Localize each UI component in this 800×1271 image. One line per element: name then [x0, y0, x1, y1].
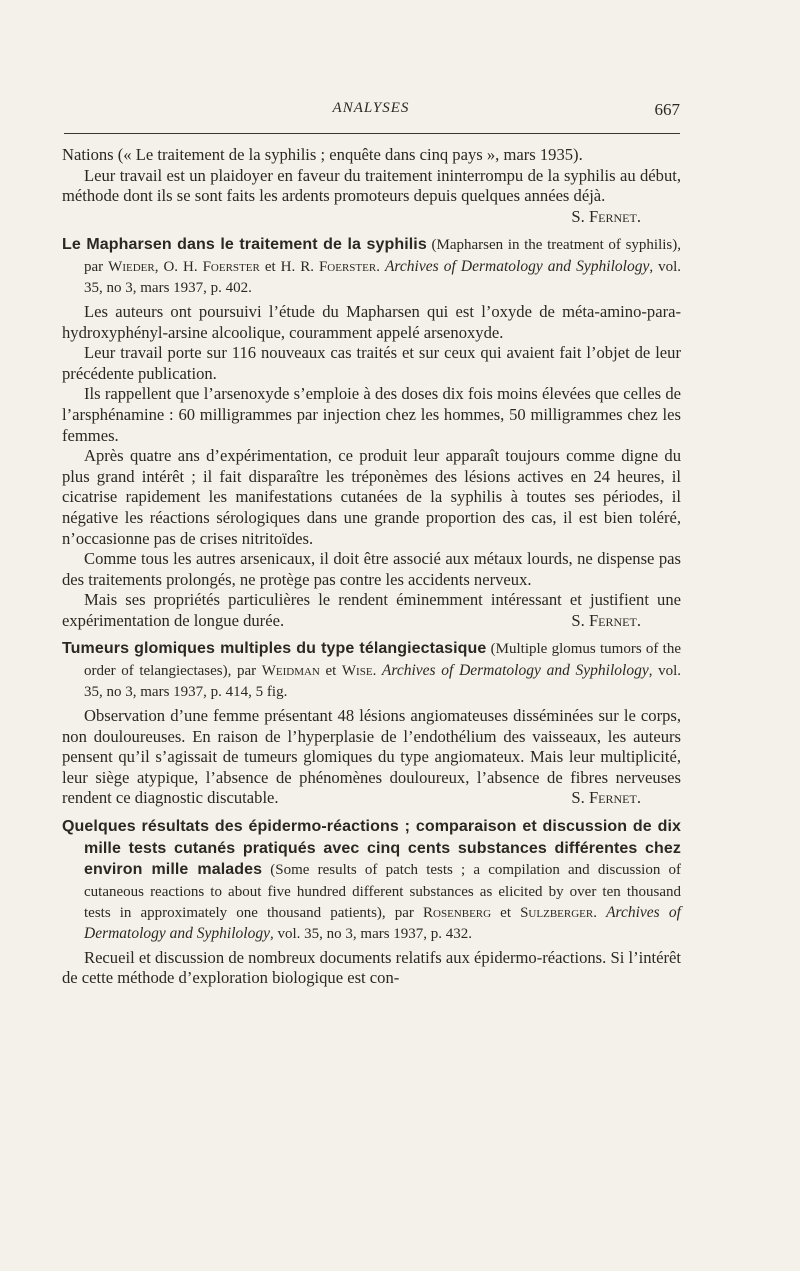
page-number: 667: [654, 100, 680, 119]
running-title: ANALYSES: [332, 100, 410, 116]
entry-paragraph: Après quatre ans d’expérimentation, ce produit leur apparaît toujours comme digne du plus grand intérêt ; il fait disparaître les tréponèmes des lésions actives en 24 heures, il cicatrise rapidement les manifestations cutanées de la syphilis à toutes ses périodes, il négative les réactions sérologiques dans une grande proportion des cas, il est bien toléré, n’occasionne pas de crises nitritoïdes.: [62, 446, 681, 548]
journal-name: Archives of Dermatology and Syphilology: [84, 903, 681, 942]
entry-title: Tumeurs glomiques multiples du type télangiectasique: [62, 640, 487, 658]
header-rule: [64, 133, 680, 134]
entry-heading: [62, 638, 681, 702]
continuation-paragraph: Nations (« Le traitement de la syphilis ; enquête dans cinq pays », mars 1935).: [62, 145, 583, 164]
abstract-entry-glomus: [62, 638, 681, 809]
entry-heading: [62, 234, 681, 298]
entry-paragraph: Les auteurs ont poursuivi l’étude du Mapharsen qui est l’oxyde de méta-amino-para-hydroxyphényl-arsine alcoolique, couramment appelé arsenoxyde.: [62, 301, 681, 342]
entry-reference: (Multiple glomus tumors of the order of telangiectases), par Weidman et Wise. Archives of Dermatology and Syphilology, vol. 35, no 3, mars 1937, p. 414, 5 fig.: [84, 641, 682, 701]
entry-title: Le Mapharsen dans le traitement de la syphilis: [62, 236, 427, 254]
signature: S. Fernet.: [571, 206, 641, 226]
entry-title: Quelques résultats des épidermo-réactions ; comparaison et discussion de dix mille tests cutanés pratiqués avec cinq cents substances différentes chez environ mille malades: [62, 818, 681, 879]
entry-paragraph: Leur travail porte sur 116 nouveaux cas traités et sur ceux qui avaient fait l’objet de leur précédente publication.: [62, 343, 681, 383]
entry-paragraph: Mais ses propriétés particulières le rendent éminemment intéressant et justifient une expérimentation de longue durée. S. Fernet.: [62, 590, 681, 630]
entry-heading: [62, 816, 681, 944]
entry-paragraph: Comme tous les autres arsenicaux, il doit être associé aux métaux lourds, ne dispense pas des traitements prolongés, ne protège pas contre les accidents nerveux.: [62, 549, 681, 589]
entry-paragraph: Recueil et discussion de nombreux documents relatifs aux épidermo-réactions. Si l’intérêt de cette méthode d’exploration biologique est con-: [62, 947, 681, 988]
page-body: [62, 145, 681, 989]
running-header: [62, 100, 680, 124]
entry-reference: (Some results of patch tests ; a compilation and discussion of cutaneous reactions to about five hundred different substances as elicited by over ten thousand tests in approximately one thousand patients), par Rosenberg et Sulzberger. Archives of Dermatology and Syphilology, vol. 35, no 3, mars 1937, p. 432.: [84, 862, 682, 942]
entry-paragraph: Ils rappellent que l’arsenoxyde s’emploie à des doses dix fois moins élevées que celles de l’arsphénamine : 60 milligrammes par injection chez les hommes, 50 milligrammes chez les femmes.: [62, 384, 681, 445]
journal-name: Archives of Dermatology and Syphilology: [384, 257, 650, 275]
abstract-entry-patch-tests: [62, 816, 681, 989]
signature: S. Fernet.: [571, 610, 641, 630]
continuation-paragraph-2: Leur travail est un plaidoyer en faveur du traitement ininterrompu de la syphilis au début, méthode dont ils se sont faits les ardents promoteurs depuis quelques années déjà. S. Fernet.: [62, 165, 681, 226]
signature: S. Fernet.: [571, 788, 641, 808]
abstract-entry-mapharsen: [62, 234, 681, 631]
journal-name: Archives of Dermatology and Syphilology: [381, 662, 649, 680]
entry-reference: (Mapharsen in the treatment of syphilis), par Wieder, O. H. Foerster et H. R. Foerster. Archives of Dermatology and Syphilology, vol. 35, no 3, mars 1937, p. 402.: [84, 237, 682, 296]
entry-paragraph: Observation d’une femme présentant 48 lésions angiomateuses disséminées sur le corps, non douloureuses. En raison de l’hyperplasie de l’endothélium des vaisseaux, les auteurs pensent qu’il s’agissait de tumeurs glomiques du type angiomateux. Mais leur multiplicité, leur siège atypique, l’absence de phénomènes douloureux, l’absence de fibres nerveuses rendent ce diagnostic discutable. S. Fernet.: [62, 706, 681, 808]
